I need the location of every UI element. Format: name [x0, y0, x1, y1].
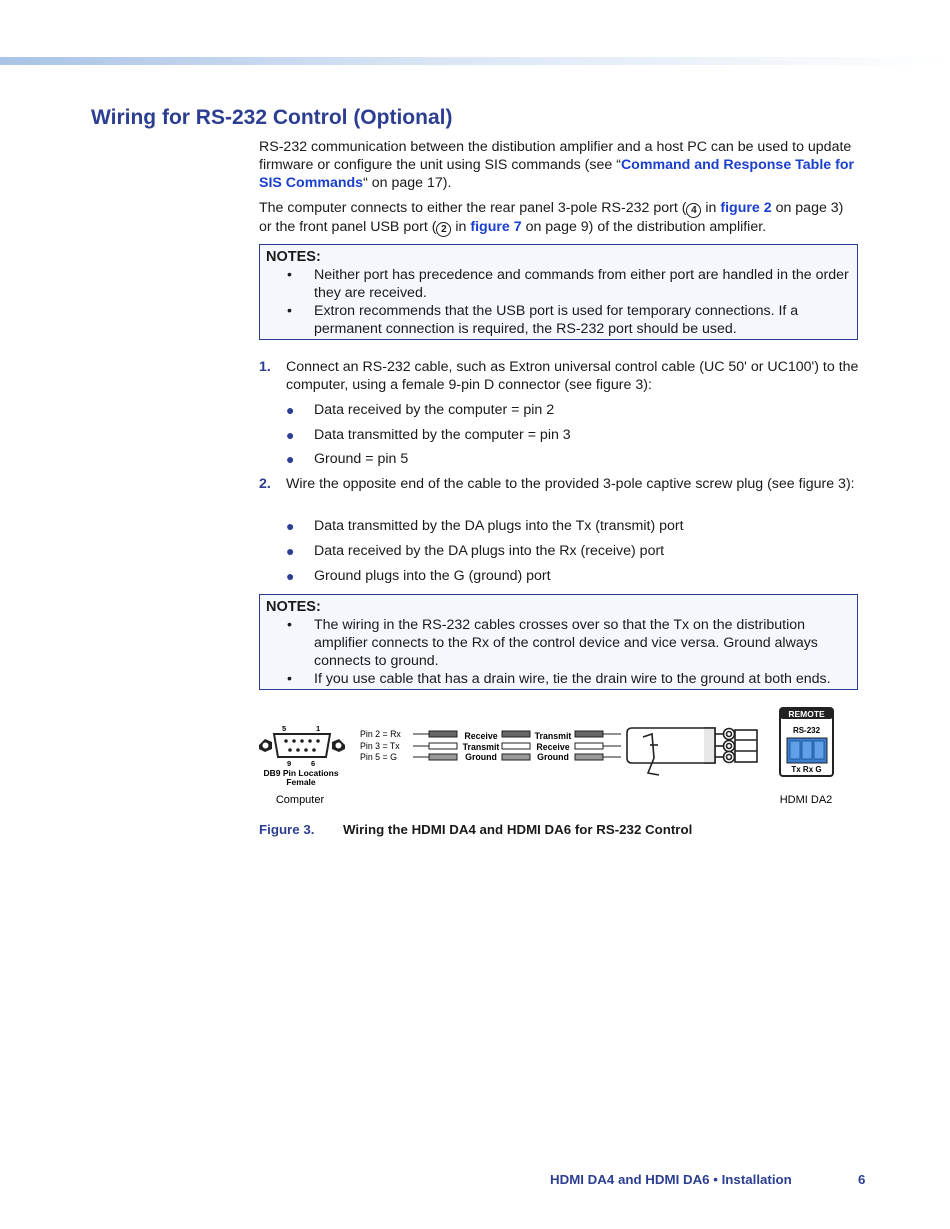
signal-label: Ground	[537, 752, 569, 762]
sis-table-link[interactable]: Command and Response Table for SIS Commands	[259, 157, 855, 191]
wiring-diagram	[255, 703, 865, 813]
note-item	[266, 616, 849, 670]
list-item-text: Ground = pin 5	[314, 451, 409, 467]
intro-text: RS-232 communication between the distibution amplifier and a host PC can be used to update firmware or configure the unit using SIS commands (see “	[259, 139, 852, 173]
step-number: 2.	[259, 476, 271, 492]
remote-label: REMOTE	[788, 709, 825, 719]
port-text-d: in	[451, 219, 471, 235]
captive-screw-plug-icon	[627, 728, 757, 775]
port-text-a: The computer connects to either the rear panel 3-pole RS-232 port (	[259, 200, 687, 216]
signal-label: Receive	[536, 742, 570, 752]
bullet-icon: ●	[286, 451, 295, 467]
note-text: Extron recommends that the USB port is used for temporary connections. If a permanent connection is required, the RS-232 port should be used.	[314, 303, 799, 337]
note-item	[266, 302, 849, 338]
section-title: Wiring for RS-232 Control (Optional)	[91, 106, 453, 129]
step-1	[259, 358, 859, 394]
bullet-icon: ●	[286, 518, 295, 534]
list-item	[286, 426, 571, 444]
figure-7-link[interactable]: figure 7	[470, 219, 522, 235]
bullet-icon: •	[287, 267, 292, 283]
list-item-text: Data received by the DA plugs into the Rx (receive) port	[314, 543, 665, 559]
header-gradient-bar	[0, 57, 950, 65]
notes-heading: NOTES:	[266, 249, 321, 265]
list-item-text: Data transmitted by the DA plugs into the Tx (transmit) port	[314, 518, 684, 534]
bullet-icon: ●	[286, 568, 295, 584]
pin-map-label: Pin 3 = Tx	[360, 741, 400, 751]
db9-label: DB9 Pin Locations	[263, 768, 339, 778]
pin-1-label: 1	[316, 724, 321, 733]
list-item	[286, 401, 554, 419]
step-text: Wire the opposite end of the cable to the provided 3-pole captive screw plug (see figure 3):	[286, 476, 855, 492]
list-item-text: Ground plugs into the G (ground) port	[314, 568, 551, 584]
figure-title: Wiring the HDMI DA4 and HDMI DA6 for RS-232 Control	[343, 822, 693, 837]
signal-label: Transmit	[462, 742, 500, 752]
bullet-icon: ●	[286, 402, 295, 418]
list-item-text: Data transmitted by the computer = pin 3	[314, 427, 571, 443]
bullet-icon: •	[287, 671, 292, 687]
bullet-icon: •	[287, 303, 292, 319]
signal-label: Receive	[464, 731, 498, 741]
port-text-e: on page 9) of the distribution amplifier.	[521, 219, 767, 235]
note-item	[266, 266, 849, 302]
remote-port-panel	[780, 708, 833, 776]
bullet-icon: ●	[286, 427, 295, 443]
page-number: 6	[858, 1172, 866, 1187]
notes-heading: NOTES:	[266, 599, 321, 615]
list-item	[286, 542, 664, 560]
list-item	[286, 567, 551, 585]
wire-ends	[413, 731, 621, 760]
pin-map-label: Pin 2 = Rx	[360, 729, 401, 739]
notes-box-2	[259, 594, 858, 690]
port-text-b: in	[701, 200, 721, 216]
intro-text-end: “ on page 17).	[363, 175, 452, 191]
note-text: The wiring in the RS-232 cables crosses over so that the Tx on the distribution amplifier connects to the Rx of the control device and vice versa. Ground always connects to ground.	[314, 617, 818, 669]
figure-number: Figure 3.	[259, 822, 315, 837]
list-item	[286, 450, 408, 468]
notes-box-1	[259, 244, 858, 340]
step-2	[259, 475, 859, 493]
callout-4-icon: 4	[686, 203, 701, 218]
figure-2-link[interactable]: figure 2	[720, 200, 772, 216]
db9-gender-label: Female	[286, 777, 316, 787]
footer-title: HDMI DA4 and HDMI DA6 • Installation	[550, 1172, 792, 1187]
note-text: Neither port has precedence and commands from either port are handled in the order they are received.	[314, 267, 849, 301]
device-label: HDMI DA2	[779, 794, 833, 806]
step-number: 1.	[259, 359, 271, 375]
list-item-text: Data received by the computer = pin 2	[314, 402, 555, 418]
db9-connector-icon	[259, 734, 345, 757]
computer-label: Computer	[275, 794, 325, 806]
signal-label: Ground	[465, 752, 497, 762]
pin-9-label: 9	[287, 759, 292, 768]
port-paragraph	[259, 199, 859, 237]
bullet-icon: •	[287, 617, 292, 633]
list-item	[286, 517, 684, 535]
rs232-label: RS-232	[792, 726, 821, 735]
note-text: If you use cable that has a drain wire, tie the drain wire to the ground at both ends.	[314, 671, 831, 687]
pin-map-label: Pin 5 = G	[360, 752, 397, 762]
step-text: Connect an RS-232 cable, such as Extron universal control cable (UC 50' or UC100') to the computer, using a female 9-pin D connector (see figure 3):	[286, 359, 859, 393]
bullet-icon: ●	[286, 543, 295, 559]
port-pin-labels: Tx Rx G	[791, 765, 822, 774]
callout-2-icon: 2	[436, 222, 451, 237]
intro-paragraph	[259, 138, 859, 192]
note-item	[266, 670, 849, 688]
port-text-c: on page 3) or the front panel USB port (	[259, 200, 844, 235]
pin-5-label: 5	[282, 724, 287, 733]
pin-6-label: 6	[311, 759, 316, 768]
figure-caption	[259, 822, 693, 837]
signal-label: Transmit	[534, 731, 572, 741]
